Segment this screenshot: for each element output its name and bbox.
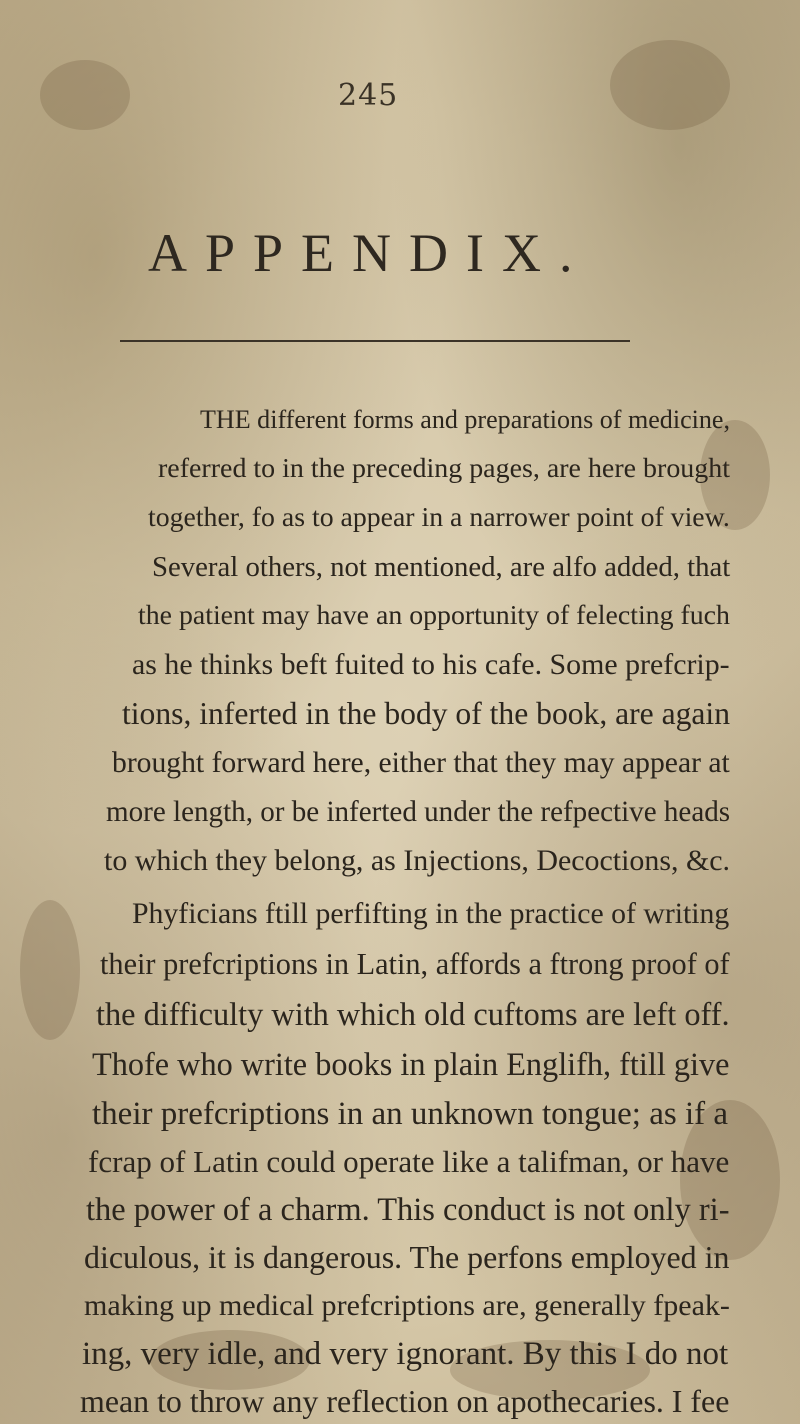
text-line: as he thinks beft fuited to his cafe. Some prefcrip- bbox=[132, 648, 730, 681]
text-line: more length, or be inferted under the refpective heads bbox=[106, 796, 731, 828]
text-line: mean to throw any reflection on apothecaries. I fee bbox=[80, 1384, 730, 1419]
text-line: tions, inferted in the body of the book, are again bbox=[122, 696, 731, 731]
text-line: Several others, not mentioned, are alfo added, that bbox=[152, 551, 731, 583]
text-line: diculous, it is dangerous. The perfons employed in bbox=[84, 1240, 730, 1275]
text-line: Thofe who write books in plain Englifh, ftill give bbox=[92, 1046, 730, 1082]
text-line bbox=[0, 0, 1, 1]
text-line: their prefcriptions in an unknown tongue; as if a bbox=[92, 1096, 729, 1132]
text-line: fcrap of Latin could operate like a talifman, or have bbox=[88, 1144, 730, 1179]
page-title: APPENDIX. bbox=[148, 223, 591, 283]
text-line: the power of a charm. This conduct is not only ri- bbox=[86, 1192, 730, 1228]
text-line: together, fo as to appear in a narrower point of view. bbox=[148, 502, 730, 533]
text-line: their prefcriptions in Latin, affords a ftrong proof of bbox=[100, 947, 730, 981]
text-line: THE different forms and preparations of medicine, bbox=[200, 405, 730, 434]
text-line: the difficulty with which old cuftoms are left off. bbox=[96, 996, 730, 1032]
text-line: brought forward here, either that they may appear at bbox=[112, 747, 730, 779]
page-number: 245 bbox=[338, 78, 399, 113]
text-line: the patient may have an opportunity of felecting fuch bbox=[138, 600, 730, 631]
text-line: making up medical prefcriptions are, generally fpeak- bbox=[84, 1289, 730, 1322]
text-line: referred to in the preceding pages, are here brought bbox=[158, 453, 730, 484]
text-line: ing, very idle, and very ignorant. By this I do not bbox=[82, 1336, 729, 1372]
text-line: Phyficians ftill perfifting in the practice of writing bbox=[132, 897, 730, 930]
text-line: to which they belong, as Injections, Decoctions, &c. bbox=[104, 844, 731, 877]
